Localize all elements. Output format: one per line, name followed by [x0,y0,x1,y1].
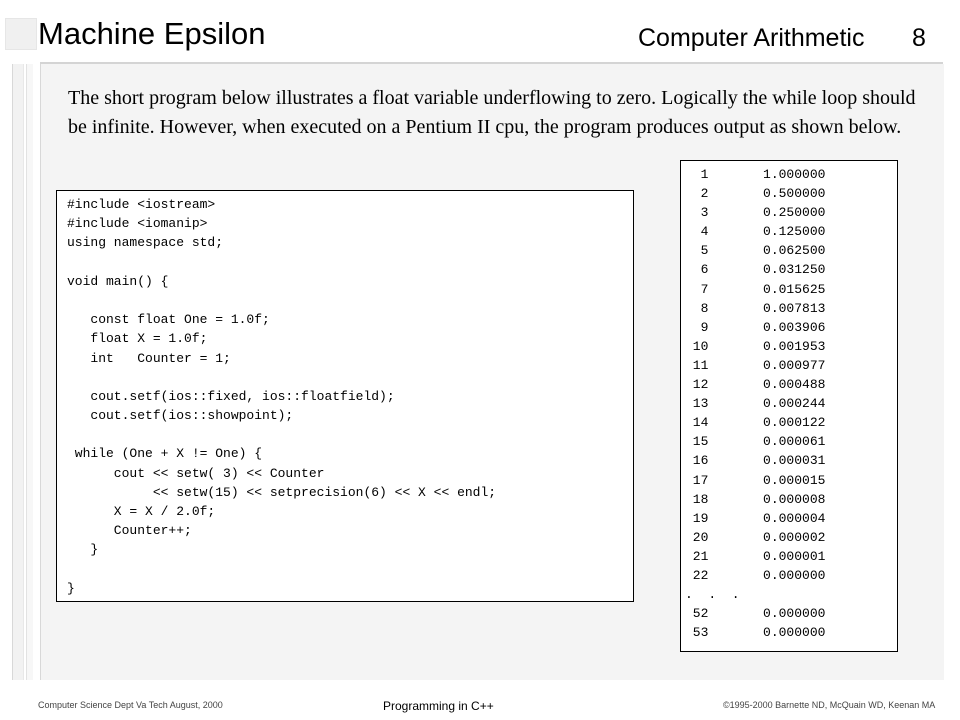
code-line [67,291,633,310]
code-line: #include <iomanip> [67,216,208,232]
output-row: 2 0.500000 [685,186,826,202]
slide-title: Machine Epsilon [38,16,266,51]
output-row: 7 0.015625 [685,281,826,297]
code-line: cout << setw( 3) << Counter [67,465,325,481]
output-row: 6 0.031250 [685,262,826,278]
left-decorative-bar [12,64,24,680]
output-row: 13 0.000244 [685,396,826,412]
output-row: 53 0.000000 [685,625,826,641]
output-row: 3 0.250000 [685,205,826,221]
code-line: X = X / 2.0f; [67,504,216,519]
output-row: 8 0.007813 [685,300,826,316]
output-row: 9 0.003906 [685,319,826,335]
output-row: 20 0.000002 [685,529,826,545]
output-row: 19 0.000004 [685,510,826,526]
code-line [67,560,633,579]
code-line: } [67,542,99,558]
code-line: } [67,580,75,596]
code-line: int Counter = 1; [67,350,231,366]
code-line: #include <iostream> [67,197,216,212]
footer-department: Computer Science Dept Va Tech August, 2000 [38,700,223,710]
output-row: 12 0.000488 [685,377,826,393]
output-row: 21 0.000001 [685,548,826,564]
code-line [67,253,633,272]
output-row: 15 0.000061 [685,434,826,450]
output-row: 52 0.000000 [685,606,826,622]
program-output [680,160,898,652]
code-line: const float One = 1.0f; [67,312,270,328]
output-row: 18 0.000008 [685,491,826,507]
code-line [67,368,633,387]
code-line [67,425,633,444]
output-row: 22 0.000000 [685,567,826,583]
footer-copyright: ©1995-2000 Barnette ND, McQuain WD, Keenan MA [723,700,936,710]
code-line: using namespace std; [67,235,224,251]
output-row: 1 1.000000 [685,167,826,182]
code-line: while (One + X != One) { [67,446,263,462]
output-row: 10 0.001953 [685,338,826,354]
code-line: void main() { [67,273,169,289]
output-row: 11 0.000977 [685,357,826,373]
output-row: 4 0.125000 [685,224,826,240]
code-line: cout.setf(ios::showpoint); [67,408,294,424]
code-line: << setw(15) << setprecision(6) << X << endl; [67,484,497,500]
code-listing [56,190,634,602]
code-line: cout.setf(ios::fixed, ios::floatfield); [67,388,395,404]
slide-subtitle: Computer Arithmetic [638,24,865,52]
output-row: 16 0.000031 [685,453,826,469]
output-ellipsis: . . . [685,587,740,603]
code-line: float X = 1.0f; [67,331,208,347]
code-line: Counter++; [67,523,192,539]
output-row: 17 0.000015 [685,472,826,488]
decorative-square [5,18,37,50]
footer-course: Programming in C++ [383,699,494,713]
output-row: 5 0.062500 [685,243,826,259]
output-row: 14 0.000122 [685,415,826,431]
intro-paragraph: The short program below illustrates a float variable underflowing to zero. Logically the while loop should be infinite. However, when executed on a Pentium II cpu, the program produces output as shown below. [68,87,916,138]
left-decorative-bar-inner [26,64,33,680]
slide-number: 8 [912,24,926,52]
